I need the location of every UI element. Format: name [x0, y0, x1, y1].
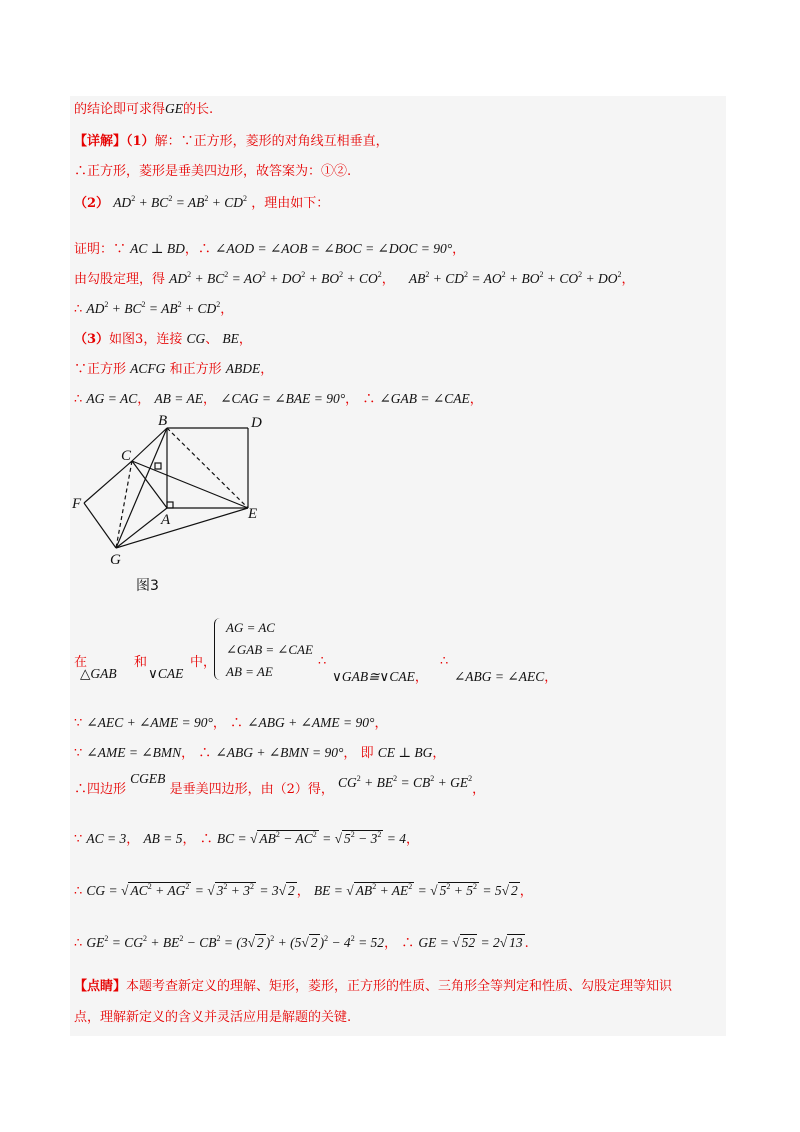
math: ABDE: [225, 361, 261, 376]
label-C: C: [121, 448, 132, 464]
therefore-mark: ∴: [318, 654, 327, 669]
math: GE = √ 52 = 2√ 13: [418, 935, 523, 950]
math: $AD^2 + BC^2 = AB^2 + CD^2$: [113, 194, 248, 210]
triangle-cae: [148, 666, 183, 682]
perpendicular-line: ∵ ∠AME = ∠BMN， ∴ ∠ABG + ∠BMN = 90°， 即 CE ⊥ BG，: [74, 745, 446, 761]
intro-line: 的结论即可求得GE的长.: [74, 101, 214, 117]
and-word: 和: [134, 655, 148, 670]
math: $AD^2 + BC^2 = AO^2 + DO^2 + BO^2 + CO^2$: [169, 270, 382, 286]
summary-line: 【点睛】本题考查新定义的理解、矩形，菱形，正方形的性质、三角形全等判定和性质、勾股定理等知识: [74, 979, 673, 994]
pythagoras-line: 由勾股定理，得 $AD^2 + BC^2 = AO^2 + DO^2 + BO^2 + CO^2$， $AB^2 + CD^2 = AO^2 + BO^2 + CO^2 + DO^2$，: [74, 270, 635, 287]
segment-FG: [84, 503, 116, 548]
proof-line: 证明：∵ AC ⊥ BD，∴ ∠AOD = ∠AOB = ∠BOC = ∠DOC = 90°，: [74, 241, 466, 257]
math: AC = 3: [86, 831, 127, 846]
angle-sum-line: ∵ ∠AEC + ∠AME = 90°， ∴ ∠ABG + ∠AME = 90°，: [74, 715, 388, 731]
math: BE = √ $AB^2 + AE^2$ = √ $5^2 + 5^2 = 5√$ 2: [313, 882, 518, 898]
cg-be-calc-line: ∴ CG = √ $AC^2 + AG^2$ = √ $3^2 + 3^2 = 3√$ 2 ， BE = √ $AB^2 + AE^2$ = √ $5^2 + 5^2 = 5√$ 2 ，: [74, 882, 533, 899]
right-angle-mark: [155, 463, 161, 469]
angle-result: ∠ABG = ∠AEC，: [454, 669, 558, 685]
congruence-result: ∨GAB≅∨CAE，: [332, 669, 428, 685]
part3-line: （3）如图3，连接 CG、 BE，: [74, 331, 252, 347]
segment-CG-dashed: [116, 461, 132, 548]
math: AG = AC: [86, 391, 138, 406]
summary-line-2: 点，理解新定义的含义并灵活应用是解题的关键.: [74, 1010, 352, 1025]
math: $GE^2 = CG^2 + BE^2 - CB^2 = (3√$ 2 )$^2$ + (5√ 2 )$^2 - 4^2 = 52$: [86, 934, 385, 950]
segment-BG: [116, 428, 167, 548]
system-brace: [214, 618, 223, 680]
math: BE: [222, 331, 239, 346]
right-angle-mark: [167, 502, 173, 508]
math: $AD^2 + BC^2 = AB^2 + CD^2$: [86, 300, 221, 316]
math: ∠AME = ∠BMN: [86, 745, 182, 760]
segment-BE-dashed: [167, 428, 248, 508]
therefore-mark-2: ∴: [440, 654, 449, 669]
math: $AB^2 + CD^2 = AO^2 + BO^2 + CO^2 + DO^2$: [408, 270, 622, 286]
geometry-figure: [70, 410, 300, 605]
math: GE: [165, 101, 184, 116]
math: ∠AEC + ∠AME = 90°: [86, 715, 213, 730]
segment-BC: [132, 428, 167, 461]
label-A: A: [161, 512, 171, 528]
math: CGEB: [130, 771, 166, 786]
label-F: F: [72, 496, 82, 512]
math: ∨GAB≅∨CAE: [332, 669, 415, 684]
conclusion-line: ∴ $AD^2 + BC^2 = AB^2 + CD^2$，: [74, 300, 234, 317]
part2-claim: （2） $AD^2 + BC^2 = AB^2 + CD^2$ ，理由如下：: [74, 194, 330, 211]
math: ∠CAG = ∠BAE = 90°: [220, 391, 346, 406]
system-eq3: AB = AE: [226, 664, 273, 679]
math: $CG^2 + BE^2 = CB^2 + GE^2$: [337, 774, 473, 790]
figure-caption: 图3: [136, 578, 159, 594]
math: ∠ABG + ∠AME = 90°: [247, 715, 375, 730]
math: ∠GAB = ∠CAE: [379, 391, 470, 406]
segment-GA: [116, 508, 167, 548]
math: ∠AOD = ∠AOB = ∠BOC = ∠DOC = 90°: [215, 241, 453, 256]
label-B: B: [158, 413, 168, 429]
system-eq1: AG = AC: [226, 620, 275, 635]
detail-heading: 【详解】（1）解：∵正方形，菱形的对角线互相垂直，: [74, 134, 389, 149]
label-E: E: [248, 506, 258, 522]
label-D: D: [251, 415, 262, 431]
quadrilateral-line: ∴四边形 CGEB 是垂美四边形，由（2）得， $CG^2 + BE^2 = CB^2 + GE^2$，: [74, 771, 486, 797]
math: AC ⊥ BD: [130, 241, 185, 256]
ge-calc-line: ∴ $GE^2 = CG^2 + BE^2 - CB^2 = (3√$ 2 )$^2$ + (5√ 2 )$^2 - 4^2 = 52$， ∴ GE = √ 52 = 2√ 13 .: [74, 934, 529, 951]
segment-CF: [84, 461, 132, 503]
math: ∨CAE: [148, 666, 184, 681]
segment-GE: [116, 508, 248, 548]
math: AB = AE: [154, 391, 204, 406]
in-word: 中，: [190, 655, 217, 670]
given-squares: ∵正方形 ACFG 和正方形 ABDE，: [74, 361, 274, 377]
label-G: G: [110, 552, 121, 568]
math: ACFG: [130, 361, 166, 376]
math: ∠ABG + ∠BMN = 90°: [215, 745, 344, 760]
math: ∠ABG = ∠AEC: [454, 669, 545, 684]
math: CE ⊥ BG: [377, 745, 433, 760]
answer-part1: ∴正方形，菱形是垂美四边形，故答案为：①②.: [74, 164, 352, 179]
equal-sides: ∴ AG = AC， AB = AE， ∠CAG = ∠BAE = 90°， ∴ ∠GAB = ∠CAE，: [74, 391, 483, 407]
math: △GAB: [80, 666, 117, 681]
math: CG = √ $AC^2 + AG^2$ = √ $3^2 + 3^2 = 3√$ 2: [86, 882, 295, 898]
system-eq2: ∠GAB = ∠CAE: [226, 642, 313, 657]
congruence-intro: 在: [74, 655, 88, 670]
math: CG: [186, 331, 206, 346]
math: BC = √ $AB^2 - AC^2$ = √ $5^2 - 3^2 = 4$: [216, 830, 407, 846]
math: AB = 5: [143, 831, 183, 846]
bc-calc-line: ∵ AC = 3， AB = 5， ∴ BC = √ $AB^2 - AC^2$ = √ $5^2 - 3^2 = 4$，: [74, 830, 420, 847]
triangle-gab: [80, 666, 117, 682]
